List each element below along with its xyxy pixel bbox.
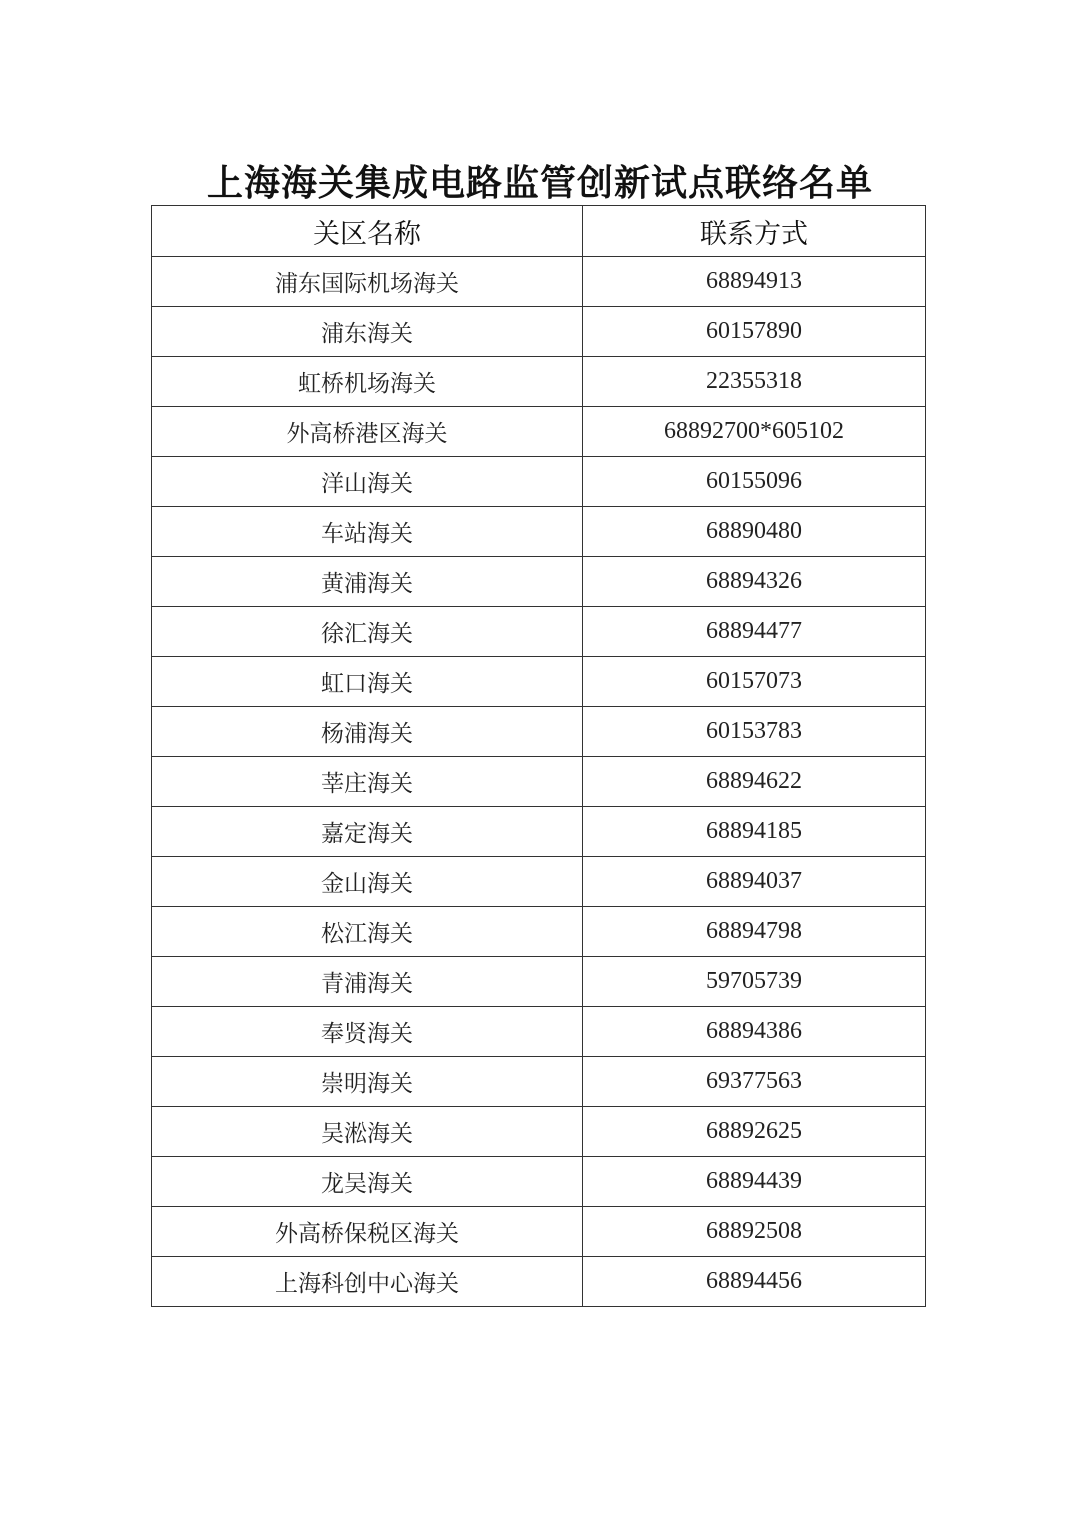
table-row bbox=[152, 407, 926, 457]
phone-cell: 22355318 bbox=[583, 357, 926, 407]
table-row bbox=[152, 607, 926, 657]
table-row bbox=[152, 1157, 926, 1207]
table-row bbox=[152, 557, 926, 607]
table-row bbox=[152, 1007, 926, 1057]
phone-cell: 68894798 bbox=[583, 907, 926, 957]
customs-name-cell: 吴淞海关 bbox=[152, 1107, 583, 1157]
customs-name-cell: 虹口海关 bbox=[152, 657, 583, 707]
table-row bbox=[152, 1057, 926, 1107]
customs-name-cell: 浦东海关 bbox=[152, 307, 583, 357]
phone-cell: 68894037 bbox=[583, 857, 926, 907]
table-row bbox=[152, 1257, 926, 1307]
table-row bbox=[152, 1207, 926, 1257]
customs-name-cell: 龙吴海关 bbox=[152, 1157, 583, 1207]
customs-name-cell: 金山海关 bbox=[152, 857, 583, 907]
page-title: 上海海关集成电路监管创新试点联络名单 bbox=[206, 163, 873, 205]
customs-name-cell: 外高桥保税区海关 bbox=[152, 1207, 583, 1257]
phone-cell: 68894622 bbox=[583, 757, 926, 807]
customs-name-cell: 车站海关 bbox=[152, 507, 583, 557]
table-row bbox=[152, 707, 926, 757]
customs-name-cell: 外高桥港区海关 bbox=[152, 407, 583, 457]
table-row bbox=[152, 907, 926, 957]
phone-cell: 68894477 bbox=[583, 607, 926, 657]
customs-name-cell: 莘庄海关 bbox=[152, 757, 583, 807]
phone-cell: 60157890 bbox=[583, 307, 926, 357]
customs-name-cell: 徐汇海关 bbox=[152, 607, 583, 657]
phone-cell: 68892508 bbox=[583, 1207, 926, 1257]
phone-cell: 68894386 bbox=[583, 1007, 926, 1057]
table-row bbox=[152, 657, 926, 707]
customs-name-cell: 松江海关 bbox=[152, 907, 583, 957]
table-row bbox=[152, 1107, 926, 1157]
customs-name-cell: 青浦海关 bbox=[152, 957, 583, 1007]
customs-name-cell: 嘉定海关 bbox=[152, 807, 583, 857]
table-row bbox=[152, 357, 926, 407]
phone-cell: 68894326 bbox=[583, 557, 926, 607]
table-row bbox=[152, 807, 926, 857]
contact-table bbox=[151, 205, 926, 1307]
phone-cell: 68890480 bbox=[583, 507, 926, 557]
phone-cell: 68892700*605102 bbox=[583, 407, 926, 457]
phone-cell: 60155096 bbox=[583, 457, 926, 507]
phone-cell: 69377563 bbox=[583, 1057, 926, 1107]
customs-name-cell: 浦东国际机场海关 bbox=[152, 257, 583, 307]
customs-name-cell: 虹桥机场海关 bbox=[152, 357, 583, 407]
table-header-row bbox=[152, 206, 926, 257]
customs-name-cell: 上海科创中心海关 bbox=[152, 1257, 583, 1307]
table-row bbox=[152, 307, 926, 357]
phone-cell: 68894456 bbox=[583, 1257, 926, 1307]
customs-name-cell: 洋山海关 bbox=[152, 457, 583, 507]
customs-name-cell: 崇明海关 bbox=[152, 1057, 583, 1107]
phone-cell: 68894185 bbox=[583, 807, 926, 857]
table-body bbox=[152, 257, 926, 1307]
table-row bbox=[152, 857, 926, 907]
table-row bbox=[152, 457, 926, 507]
phone-cell: 60153783 bbox=[583, 707, 926, 757]
column-header-customs-name: 关区名称 bbox=[152, 206, 583, 257]
table-row bbox=[152, 257, 926, 307]
phone-cell: 68894913 bbox=[583, 257, 926, 307]
column-header-contact: 联系方式 bbox=[583, 206, 926, 257]
table-row bbox=[152, 757, 926, 807]
customs-name-cell: 奉贤海关 bbox=[152, 1007, 583, 1057]
table-row bbox=[152, 507, 926, 557]
table-row bbox=[152, 957, 926, 1007]
phone-cell: 59705739 bbox=[583, 957, 926, 1007]
phone-cell: 68892625 bbox=[583, 1107, 926, 1157]
customs-name-cell: 杨浦海关 bbox=[152, 707, 583, 757]
phone-cell: 68894439 bbox=[583, 1157, 926, 1207]
customs-name-cell: 黄浦海关 bbox=[152, 557, 583, 607]
phone-cell: 60157073 bbox=[583, 657, 926, 707]
